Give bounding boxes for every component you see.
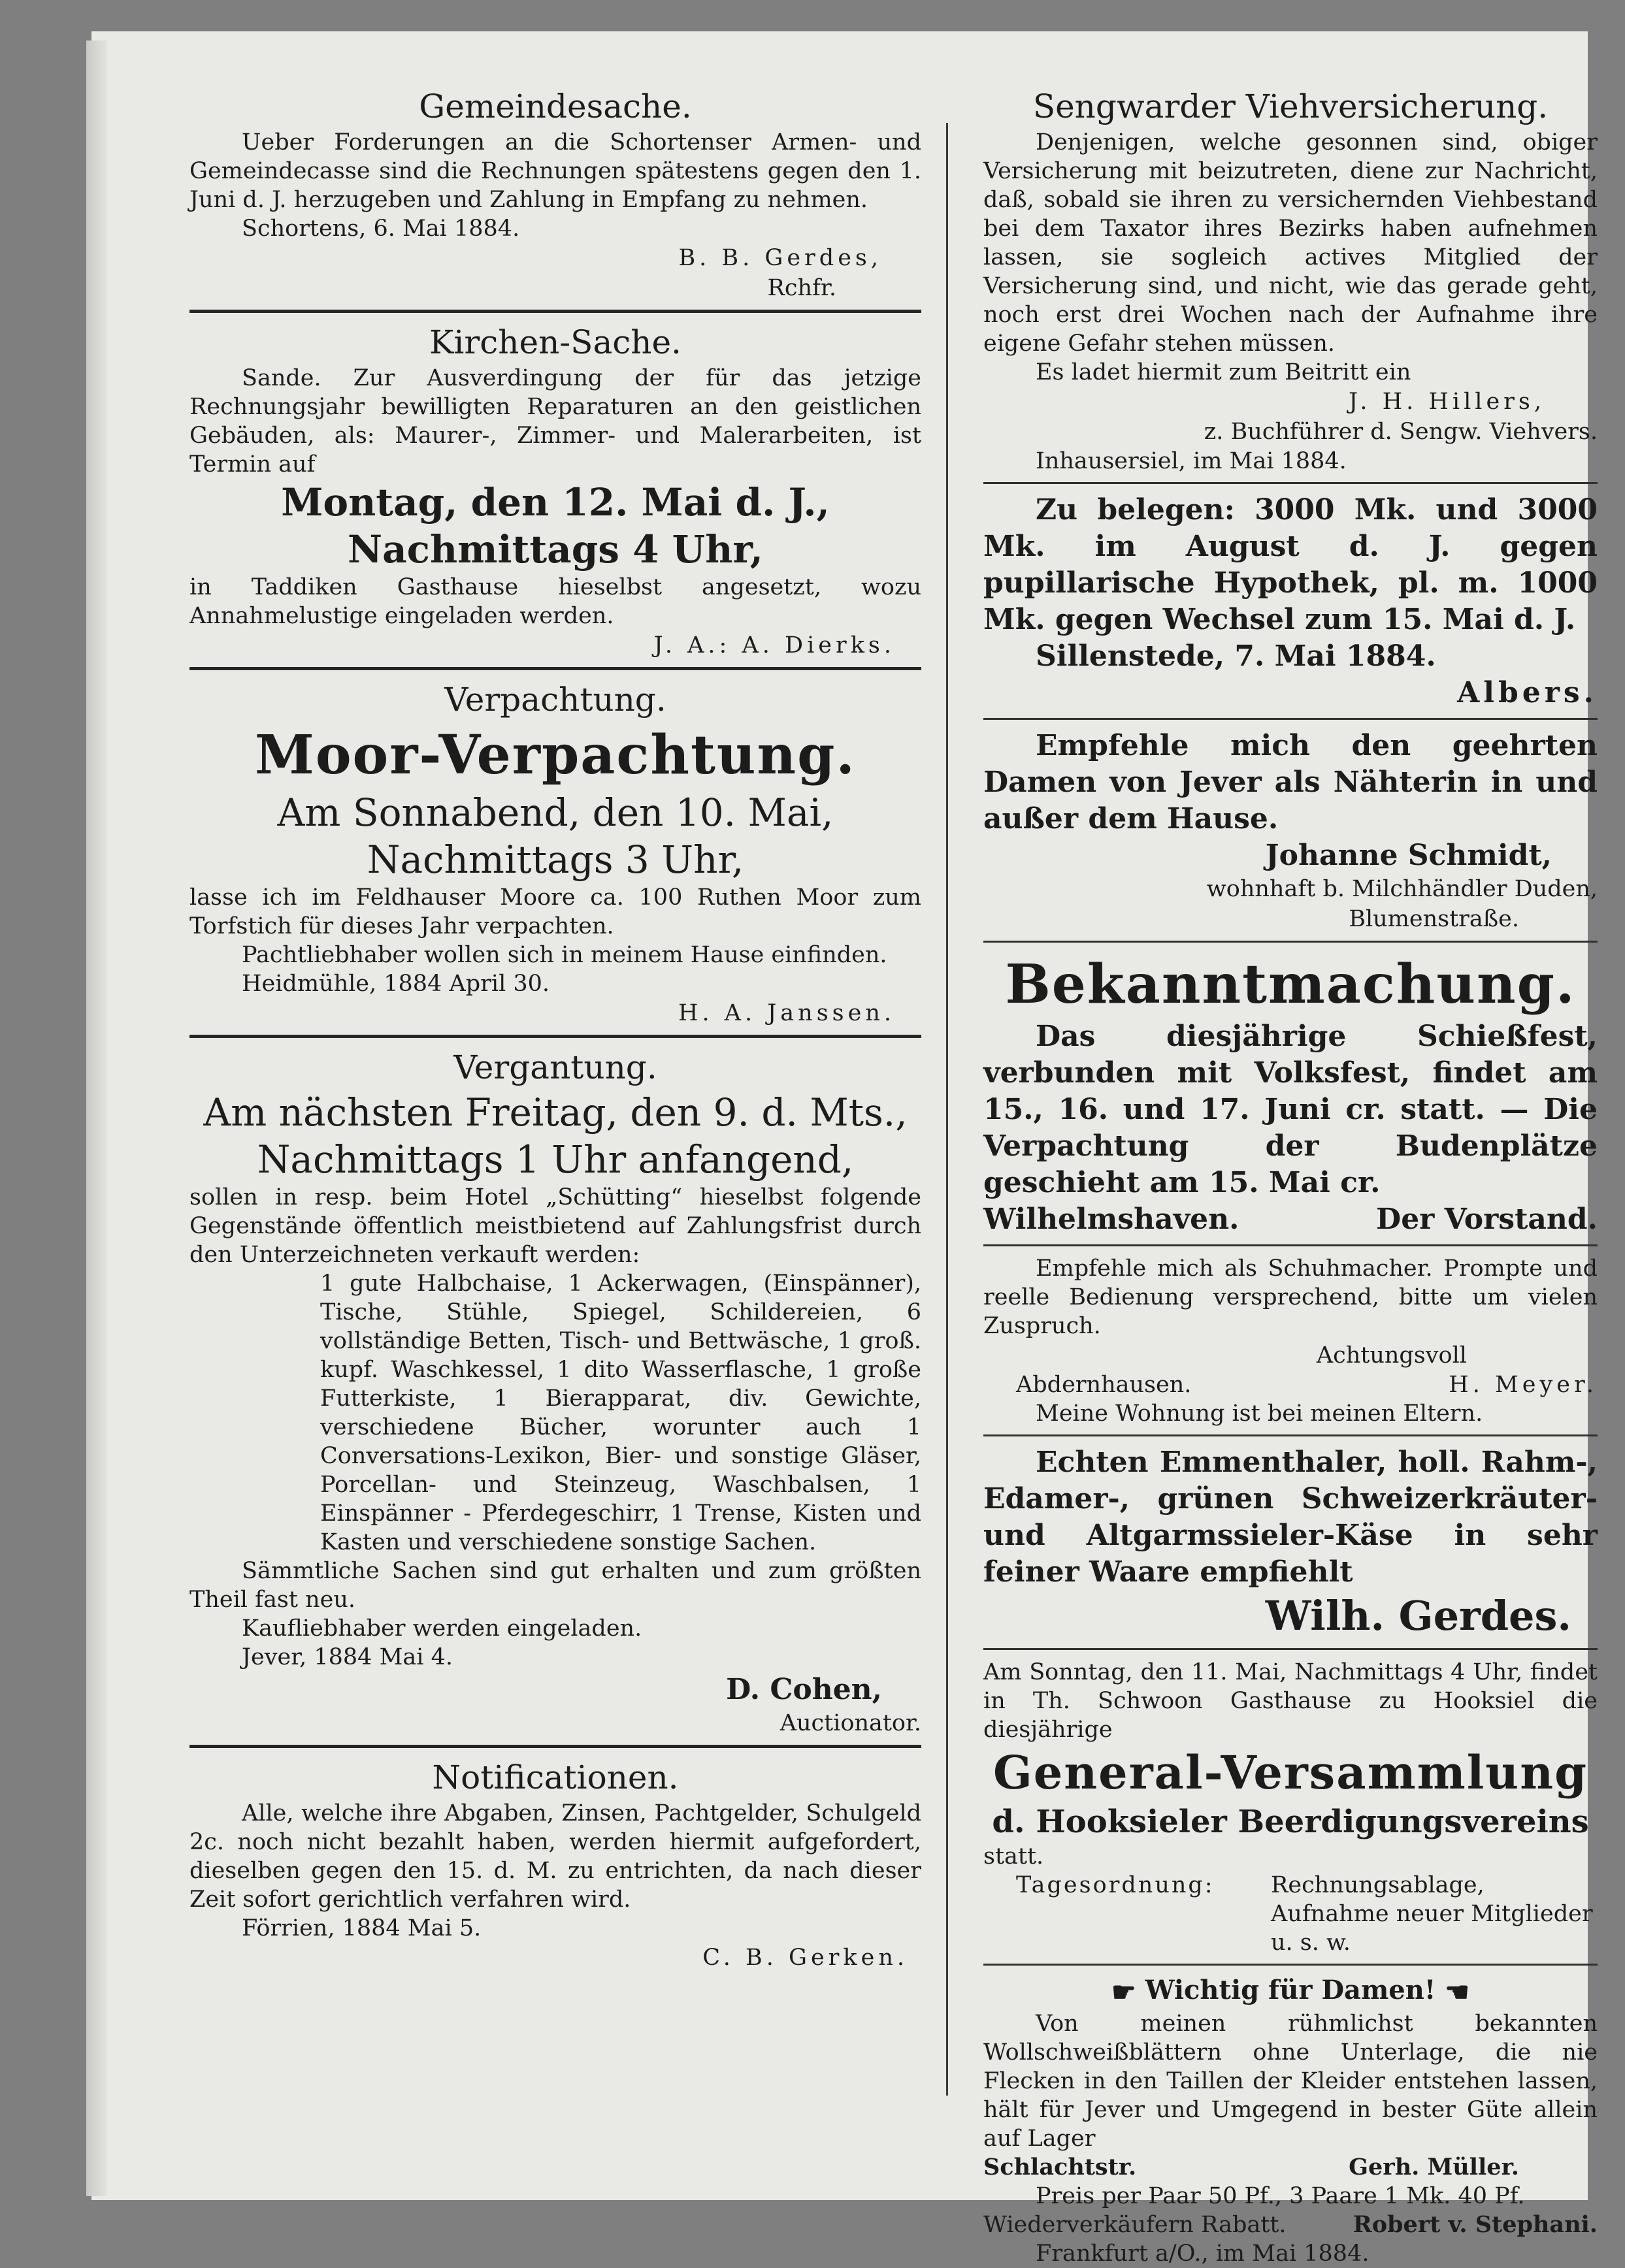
notice-body: Echten Emmenthaler, holl. Rahm-, Edamer-, grünen Schweizerkräuter- und Altgarmssieler-Käse in sehr feiner Waare empfiehlt [983, 1446, 1598, 1589]
notice-body: statt. [983, 1843, 1044, 1870]
notice-title-row [983, 1973, 1598, 2009]
notice-footer-row [983, 1201, 1598, 1238]
notice-body: Kaufliebhaber werden eingeladen. [242, 1615, 642, 1642]
notice-signature-title: z. Buchführer d. Sengw. Viehvers. [1204, 419, 1598, 445]
notice-title: Sengwarder Viehversicherung. [1032, 88, 1549, 125]
notice-footer-row [983, 2211, 1598, 2239]
notice-separator [983, 1648, 1598, 1650]
notice-wichtig-fuer-damen [983, 1973, 1598, 2268]
notice-place: Wilhelmshaven. [983, 1203, 1239, 1236]
notice-body: Am Sonntag, den 11. Mai, Nachmittags 4 Uhr, findet in Th. Schwoon Gasthause zu Hooksiel die diesjährige [983, 1659, 1598, 1743]
agenda-text: Rechnungsablage, Aufnahme neuer Mitglieder u. s. w. [1271, 1872, 1593, 1956]
notice-place-date: Schortens, 6. Mai 1884. [242, 216, 520, 242]
notice-body: Empfehle mich den geehrten Damen von Jever als Nähterin in und außer dem Hause. [983, 729, 1598, 835]
notice-title: Vergantung. [453, 1048, 657, 1086]
notice-separator [983, 718, 1598, 720]
notice-headline: General-Versammlung [993, 1745, 1588, 1800]
notice-place: Abdernhausen. [1016, 1372, 1192, 1398]
notice-body: lasse ich im Feldhauser Moore ca. 100 Ruthen Moor zum Torfstich für dieses Jahr verpachten. [189, 884, 921, 939]
notice-body: in Taddiken Gasthause hieselbst angesetzt, wozu Annahmelustige eingeladen werden. [189, 574, 921, 629]
notice-bekanntmachung [983, 950, 1598, 1238]
notice-invite: Es ladet hiermit zum Beitritt ein [1036, 359, 1411, 385]
agenda-label: Tagesordnung: [1016, 1872, 1215, 1898]
notice-body: Sämmtliche Sachen sind gut erhalten und zum größten Theil fast neu. [189, 1558, 921, 1613]
notice-title: Wichtig für Damen! [1145, 1975, 1436, 2005]
pointing-hand-right-icon: ☛ [1111, 1976, 1136, 2008]
notice-notificationen [189, 1756, 921, 1973]
notice-kaese [983, 1444, 1598, 1642]
notice-signature: J. H. Hillers, [1349, 389, 1545, 415]
notice-signature: C. B. Gerken. [702, 1945, 908, 1971]
notice-separator [189, 1745, 921, 1748]
notice-signature-title: Rchfr. [767, 275, 836, 301]
notice-resale: Wiederverkäufern Rabatt. [983, 2212, 1287, 2238]
notice-separator [189, 1035, 921, 1038]
notice-signature: J. A.: A. Dierks. [653, 632, 895, 658]
notice-vendor: Robert v. Stephani. [1353, 2211, 1598, 2238]
notice-title: Gemeindesache. [419, 88, 692, 125]
notice-body: Ueber Forderungen an die Schortenser Armen- und Gemeindecasse sind die Rechnungen spätestens gegen den 1. Juni d. J. herzugeben und Zahlung in Empfang zu nehmen. [189, 129, 921, 213]
notice-signature-address: wohnhaft b. Milchhändler Duden, [1206, 876, 1598, 902]
notice-title: Notificationen. [432, 1758, 679, 1796]
notice-headline: Moor-Verpachtung. [255, 724, 856, 786]
notice-place-date: Förrien, 1884 Mai 5. [242, 1915, 482, 1941]
notice-gemeindesache [189, 85, 921, 303]
notice-separator [983, 1964, 1598, 1966]
notice-separator [983, 941, 1598, 943]
notice-subheadline: d. Hooksieler Beerdigungsvereins [992, 1804, 1589, 1840]
notice-signature: H. A. Janssen. [678, 1000, 895, 1026]
notice-time-line: Nachmittags 1 Uhr anfangend, [257, 1137, 854, 1182]
notice-item-list: 1 gute Halbchaise, 1 Ackerwagen, (Einspänner), Tische, Stühle, Spiegel, Schildereien, 6 vollständige Betten, Tisch- und Bettwäsche, 1 groß. kupf. Waschkessel, 1 dito Wasserflasche, 1 große Futterkiste, 1 Bierapparat, div. Gewichte, verschiedene Bücher, worunter auch 1 Conversations-Lexikon, Bier- und sonstige Gläser, Porcellan- und Steinzeug, Waschbalsen, 1 Einspänner - Pferdegeschirr, 1 Trense, Kisten und Kasten und verschiedene sonstige Sachen. [320, 1271, 921, 1555]
notice-body: Zu belegen: 3000 Mk. und 3000 Mk. im August d. J. gegen pupillarische Hypothek, pl. m. 1000 Mk. gegen Wechsel zum 15. Mai d. J. [983, 493, 1598, 636]
notice-separator [189, 667, 921, 670]
notice-signature: Gerh. Müller. [1349, 2154, 1519, 2180]
notice-body: Denjenigen, welche gesonnen sind, obiger Versicherung mit beizutreten, diene zur Nachricht, daß, sobald sie ihren zu versichernden Viehbestand bei dem Taxator ihres Bezirks haben aufnehmen lassen, sie sogleich actives Mitglied der Versicherung sind, und nicht, wie das gerade geht, noch erst drei Wochen nach der Aufnahme ihre eigene Gefahr stehen müssen. [983, 129, 1598, 357]
notice-place-date: Frankfurt a/O., im Mai 1884. [1036, 2241, 1370, 2267]
notice-vergantung [189, 1046, 921, 1738]
notice-signature: Der Vorstand. [1376, 1203, 1598, 1236]
notice-agenda [983, 1871, 1598, 1957]
notice-body: Alle, welche ihre Abgaben, Zinsen, Pachtgelder, Schulgeld 2c. noch nicht bezahlt haben, werden hiermit aufgefordert, dieselben gegen den 15. d. M. zu entrichten, da nach dieser Zeit sofort gerichtlich verfahren wird. [189, 1800, 921, 1913]
notice-date-line: Montag, den 12. Mai d. J., [281, 480, 830, 525]
right-column [983, 85, 1598, 2268]
notice-separator [189, 310, 921, 313]
notice-signature-title: Auctionator. [780, 1710, 921, 1736]
page-binding-edge [86, 40, 107, 2196]
notice-signature: D. Cohen, [726, 1673, 882, 1706]
notice-greeting: Achtungsvoll [1316, 1342, 1467, 1369]
notice-body: Empfehle mich als Schuhmacher. Prompte und reelle Bedienung versprechend, bitte um vielen Zuspruch. [983, 1256, 1598, 1339]
notice-footer-row [983, 2153, 1598, 2182]
pointing-hand-left-icon: ☚ [1445, 1976, 1469, 2008]
notice-date-line: Am nächsten Freitag, den 9. d. Mts., [203, 1090, 908, 1135]
notice-signature-street: Blumenstraße. [1349, 906, 1519, 932]
notice-naehterin [983, 728, 1598, 934]
notice-separator [983, 482, 1598, 484]
notice-kirchen-sache [189, 321, 921, 660]
notice-place-date: Sillenstede, 7. Mai 1884. [1036, 640, 1436, 673]
notice-footer-row [983, 1370, 1598, 1399]
notice-note: Meine Wohnung ist bei meinen Eltern. [1036, 1401, 1483, 1427]
notice-time-line: Nachmittags 3 Uhr, [367, 837, 744, 882]
notice-signature: B. B. Gerdes, [678, 245, 882, 271]
notice-title: Kirchen-Sache. [429, 323, 681, 361]
notice-price: Preis per Paar 50 Pf., 3 Paare 1 Mk. 40 Pf. [1036, 2183, 1525, 2209]
notice-verpachtung [189, 678, 921, 1028]
notice-signature: Wilh. Gerdes. [1265, 1592, 1571, 1640]
notice-date-line: Am Sonnabend, den 10. Mai, [277, 790, 834, 835]
notice-body: Von meinen rühmlichst bekannten Wollschweißblättern ohne Unterlage, die nie Flecken in den Taillen der Kleider entstehen lassen, hält für Jever und Umgegend in bester Güte allein auf Lager [983, 2011, 1598, 2152]
notice-general-versammlung [983, 1658, 1598, 1957]
notice-body: Pachtliebhaber wollen sich in meinem Hause einfinden. [242, 942, 887, 968]
notice-zu-belegen [983, 492, 1598, 711]
notice-signature: H. Meyer. [1449, 1372, 1598, 1398]
notice-body: sollen in resp. beim Hotel „Schütting“ hieselbst folgende Gegenstände öffentlich meistbietend auf Zahlungsfrist durch den Unterzeichneten verkauft werden: [189, 1184, 921, 1268]
notice-title: Verpachtung. [444, 681, 666, 719]
notice-headline: Bekanntmachung. [1005, 953, 1576, 1016]
notice-signature: Albers. [1457, 676, 1598, 709]
column-divider [946, 123, 948, 2096]
notice-street: Schlachtstr. [983, 2154, 1137, 2180]
notice-viehversicherung [983, 85, 1598, 476]
left-column [189, 85, 921, 1973]
notice-separator [983, 1434, 1598, 1436]
notice-place-date: Inhausersiel, im Mai 1884. [1036, 448, 1347, 474]
notice-body: Sande. Zur Ausverdingung der für das jetzige Rechnungsjahr bewilligten Reparaturen an den geistlichen Gebäuden, als: Maurer-, Zimmer- und Malerarbeiten, ist Termin auf [189, 365, 921, 478]
notice-signature: Johanne Schmidt, [1265, 839, 1552, 872]
notice-body: Das diesjährige Schießfest, verbunden mit Volksfest, findet am 15., 16. und 17. Juni cr. statt. — Die Verpachtung der Budenplätze geschieht am 15. Mai cr. [983, 1020, 1598, 1199]
notice-schuhmacher [983, 1254, 1598, 1428]
notice-time-line: Nachmittags 4 Uhr, [348, 527, 763, 572]
notice-separator [983, 1244, 1598, 1246]
notice-place-date: Heidmühle, 1884 April 30. [242, 971, 550, 997]
notice-place-date: Jever, 1884 Mai 4. [242, 1644, 453, 1670]
